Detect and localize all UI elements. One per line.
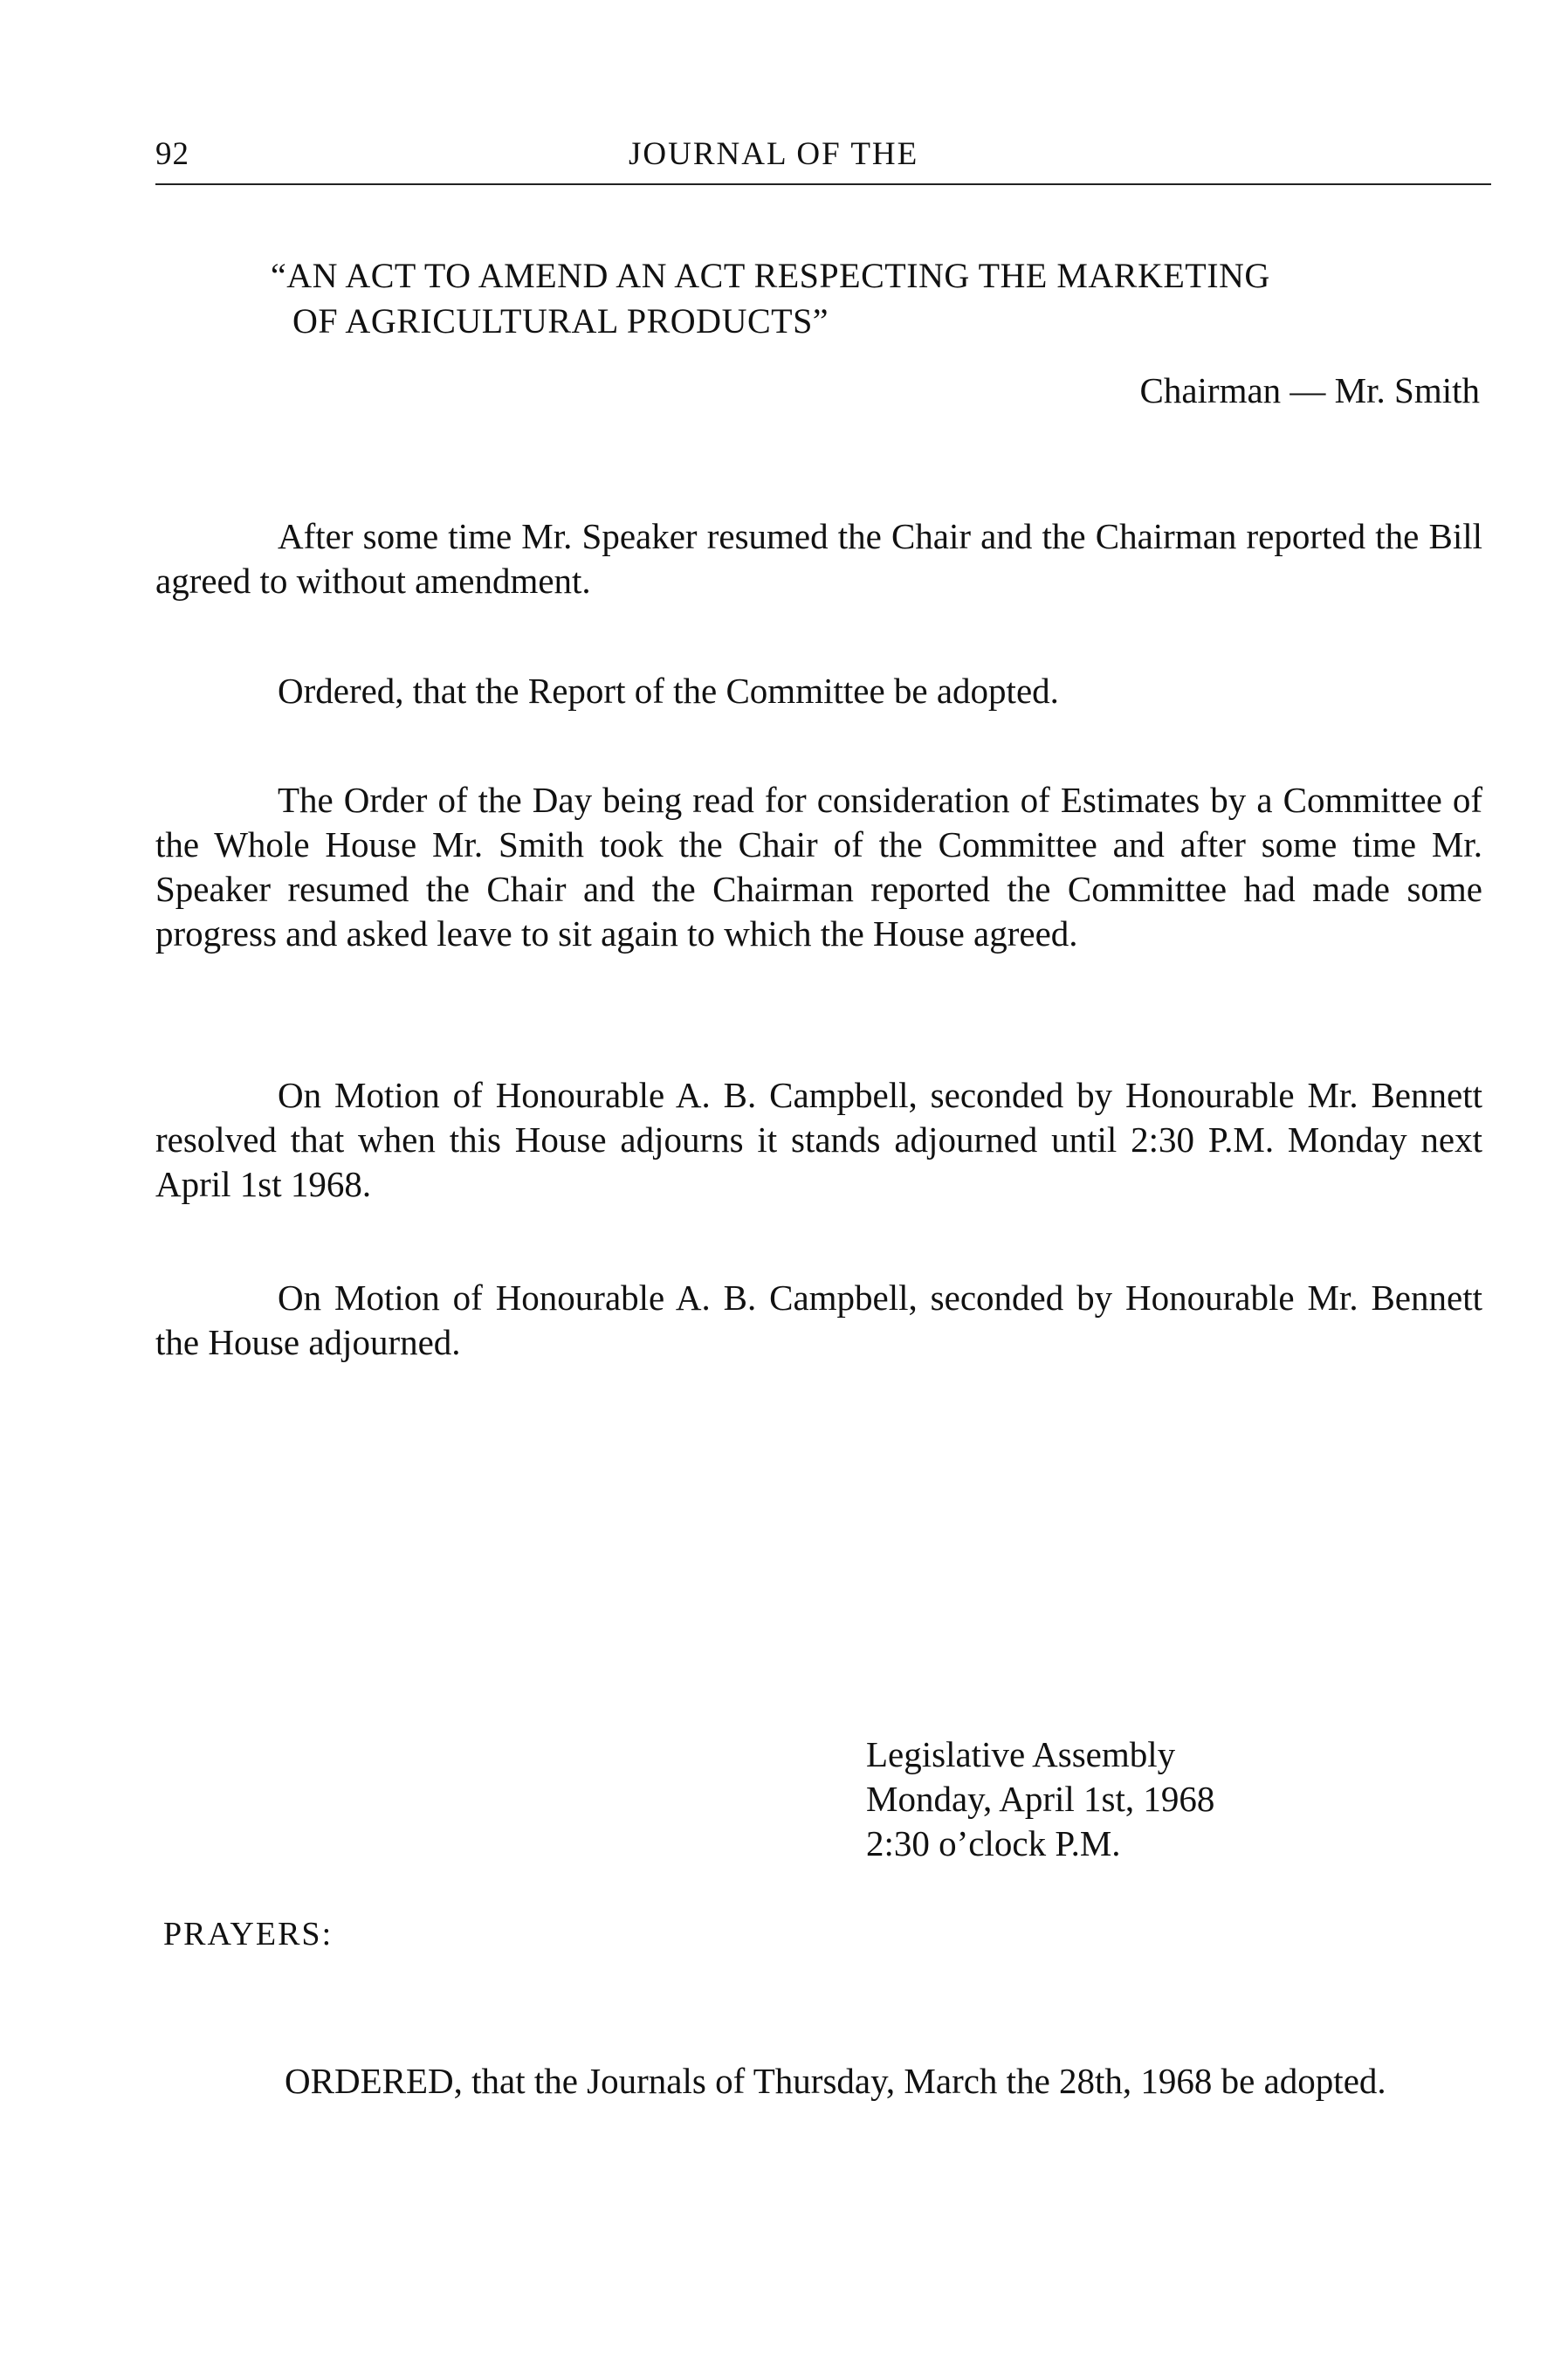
paragraph-motion-adjourn-until: On Motion of Honourable A. B. Campbell, seconded by Honourable Mr. Bennett resolved that when this House adjourns it stands adjourned until 2:30 P.M. Monday next April 1st 1968.	[155, 1075, 1482, 1204]
paragraph-ordered-report: Ordered, that the Report of the Committee be adopted.	[278, 671, 1059, 711]
page-header	[155, 135, 1491, 179]
sitting-date: Monday, April 1st, 1968	[866, 1779, 1215, 1819]
paragraph-order-of-day: The Order of the Day being read for consideration of Estimates by a Committee of the Whole House Mr. Smith took the Chair of the Committee and after some time Mr. Speaker resumed the Chair and the Chairman reported the Committee had made some progress and asked leave to sit again to which the House agreed.	[155, 780, 1482, 954]
chairman-line: Chairman — Mr. Smith	[1139, 370, 1480, 410]
page-number: 92	[155, 136, 189, 172]
header-rule	[155, 183, 1491, 185]
bill-title	[271, 253, 1493, 344]
sitting-body: Legislative Assembly	[866, 1734, 1176, 1774]
sitting-heading	[866, 1732, 1214, 1866]
sitting-time: 2:30 o’clock P.M.	[866, 1823, 1121, 1863]
paragraph-after-some-time: After some time Mr. Speaker resumed the Chair and the Chairman reported the Bill agreed to without amendment.	[155, 516, 1482, 601]
bill-title-line-1: “AN ACT TO AMEND AN ACT RESPECTING THE MARKETING	[271, 256, 1270, 295]
paragraph-journals-ordered: ORDERED, that the Journals of Thursday, March the 28th, 1968 be adopted.	[285, 2061, 1386, 2101]
paragraph-motion-adjourned: On Motion of Honourable A. B. Campbell, seconded by Honourable Mr. Bennett the House adjourned.	[155, 1278, 1482, 1362]
running-title: JOURNAL OF THE	[629, 136, 919, 172]
bill-title-line-2: OF AGRICULTURAL PRODUCTS”	[292, 301, 829, 341]
prayers-label: PRAYERS:	[163, 1916, 334, 1952]
